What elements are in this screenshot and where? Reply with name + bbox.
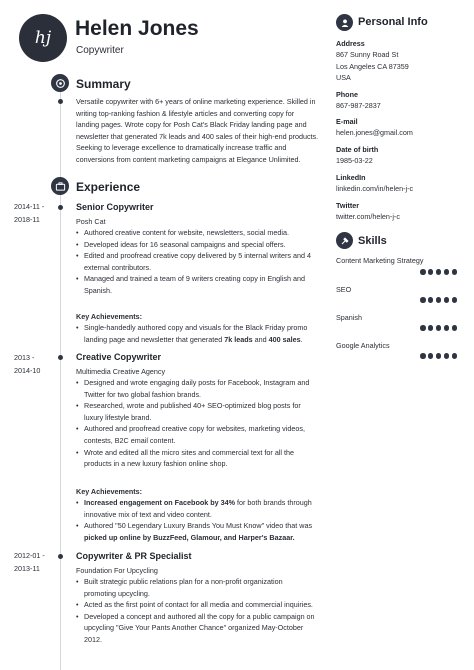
achievement-highlight: Increased engagement on Facebook by 34%	[84, 498, 235, 507]
achievement-highlight: 400 sales	[268, 334, 301, 344]
candidate-title: Copywriter	[76, 45, 124, 56]
job-1-date-start: 2014-11 -	[14, 202, 45, 211]
rating-dot	[444, 269, 450, 275]
rating-dot	[436, 353, 442, 359]
initials: hj	[34, 28, 52, 48]
job-2-achievements-label: Key Achievements:	[76, 487, 143, 496]
rating-dot	[428, 297, 434, 303]
achievement-text: Authored "50 Legendary Luxury Brands You Must Know" video that was	[84, 521, 313, 531]
list-item	[76, 497, 316, 520]
achievement-highlight: picked up online by BuzzFeed, Glamour, and Harper's Bazaar.	[84, 532, 295, 542]
summary-icon	[51, 74, 69, 92]
skill-name: Content Marketing Strategy	[336, 256, 424, 265]
timeline-line	[60, 85, 61, 670]
skill-rating	[420, 269, 457, 275]
address-line: 867 Sunny Road St	[336, 50, 399, 59]
rating-dot	[444, 297, 450, 303]
job-2-duties	[76, 377, 316, 470]
list-item: • Authored and proofread creative copy for websites, marketing videos, contests, B2C email content.	[76, 423, 316, 446]
list-item: • Wrote and edited all the micro sites and commercial text for all the products in a new luxury fashion online shop.	[76, 447, 316, 470]
email-label: E-mail	[336, 117, 358, 126]
job-3-date-start: 2012-01 -	[14, 551, 45, 560]
rating-dot	[420, 325, 426, 331]
job-2-date-end: 2014-10	[14, 365, 41, 375]
job-3-dates	[14, 550, 54, 575]
phone-value: 867-987-2837	[336, 101, 381, 110]
job-2-company: Multimedia Creative Agency	[76, 367, 166, 376]
rating-dot	[428, 269, 434, 275]
list-item: • Developed a concept and authored all the copy for a public campaign on upcycling "Give Your Pants Another Chance" organized May-October 2012.	[76, 611, 316, 646]
address-line: Los Angeles CA 87359	[336, 61, 409, 71]
rating-dot	[420, 353, 426, 359]
skill-name: Spanish	[336, 313, 362, 322]
summary-text: Versatile copywriter with 6+ years of online marketing experience. Skilled in writing top-ranking fashion & lifestyle articles and converting copy for landing pages. Wrote copy for Posh Cat's Black Friday landing page and newsletter that generated 7k leads and 400 sales of their high-end products. Seeking to leverage excellence to dramatically increase traffic and conversions from content marketing campaigns at Elegance Unlimited.	[76, 97, 319, 164]
timeline-dot	[58, 554, 63, 559]
list-item: • Designed and wrote engaging daily posts for Facebook, Instagram and Twitter for two global fashion brands.	[76, 377, 316, 400]
rating-dot	[436, 297, 442, 303]
job-2-date-start: 2013 -	[14, 353, 35, 362]
timeline-dot	[58, 205, 63, 210]
job-3-date-end: 2013-11	[14, 563, 40, 573]
rating-dot	[452, 325, 458, 331]
address-line: USA	[336, 73, 351, 83]
candidate-name: Helen Jones	[75, 17, 199, 40]
dob-value: 1985-03-22	[336, 156, 373, 165]
list-item: • Managed and trained a team of 9 writers creating copy in English and Spanish.	[76, 273, 316, 296]
job-2-dates	[14, 352, 54, 377]
skills-icon	[336, 232, 353, 249]
skill-rating	[420, 353, 457, 359]
list-item	[76, 322, 316, 345]
skill-rating	[420, 325, 457, 331]
list-item: • Edited and proofread creative copy delivered by 5 internal writers and 4 external contributors.	[76, 250, 316, 273]
twitter-value: twitter.com/helen-j-c	[336, 212, 400, 221]
rating-dot	[452, 269, 458, 275]
rating-dot	[444, 353, 450, 359]
job-3-position: Copywriter & PR Specialist	[76, 551, 192, 561]
rating-dot	[436, 269, 442, 275]
skill-name: Google Analytics	[336, 341, 390, 350]
linkedin-label: LinkedIn	[336, 173, 366, 182]
rating-dot	[436, 325, 442, 331]
job-2-position: Creative Copywriter	[76, 352, 162, 362]
rating-dot	[428, 325, 434, 331]
job-1-company: Posh Cat	[76, 217, 106, 226]
achievement-text: for both brands through innovative mix of text and video content.	[84, 498, 312, 519]
job-1-duties	[76, 227, 316, 297]
list-item	[76, 520, 316, 543]
job-1-position: Senior Copywriter	[76, 202, 154, 212]
initials-avatar	[19, 14, 67, 62]
rating-dot	[420, 297, 426, 303]
skill-rating	[420, 297, 457, 303]
briefcase-icon	[51, 177, 69, 195]
achievement-highlight: 7k leads	[224, 334, 253, 344]
list-item: • Authored creative content for website, newsletters, social media.	[76, 227, 316, 239]
email-value: helen.jones@gmail.com	[336, 128, 413, 137]
dob-label: Date of birth	[336, 145, 379, 154]
rating-dot	[452, 353, 458, 359]
rating-dot	[444, 325, 450, 331]
skill-name: SEO	[336, 285, 352, 294]
rating-dot	[420, 269, 426, 275]
person-icon	[336, 14, 353, 31]
rating-dot	[428, 353, 434, 359]
timeline-dot	[58, 99, 63, 104]
summary-heading: Summary	[76, 77, 131, 91]
list-item: • Acted as the first point of contact for all media and commercial inquiries.	[76, 599, 316, 611]
achievement-text: and	[252, 334, 269, 344]
skills-heading: Skills	[358, 235, 387, 247]
list-item: • Researched, wrote and published 40+ SEO-optimized blog posts for luxury lifestyle brand.	[76, 400, 316, 423]
personal-info-heading: Personal Info	[358, 16, 428, 28]
job-1-achievements	[76, 322, 316, 345]
job-2-achievements	[76, 497, 316, 543]
address-value	[336, 49, 409, 84]
job-1-achievements-label: Key Achievements:	[76, 312, 143, 321]
job-3-duties	[76, 576, 316, 646]
job-3-company: Foundation For Upcycling	[76, 566, 158, 575]
linkedin-value: linkedin.com/in/helen-j-c	[336, 184, 414, 193]
rating-dot	[452, 297, 458, 303]
job-1-dates	[14, 201, 54, 226]
twitter-label: Twitter	[336, 201, 360, 210]
address-label: Address	[336, 39, 365, 48]
list-item: • Developed ideas for 16 seasonal campaigns and special offers.	[76, 239, 316, 251]
timeline-dot	[58, 355, 63, 360]
phone-label: Phone	[336, 90, 358, 99]
achievement-text: Single-handedly authored copy and visuals for the Black Friday promo landing page and newsletter that generated	[84, 323, 308, 344]
achievement-text: .	[300, 334, 303, 344]
experience-heading: Experience	[76, 180, 141, 194]
job-1-date-end: 2018-11	[14, 214, 40, 224]
list-item: • Built strategic public relations plan for a non-profit organization promoting upcycling.	[76, 576, 316, 599]
